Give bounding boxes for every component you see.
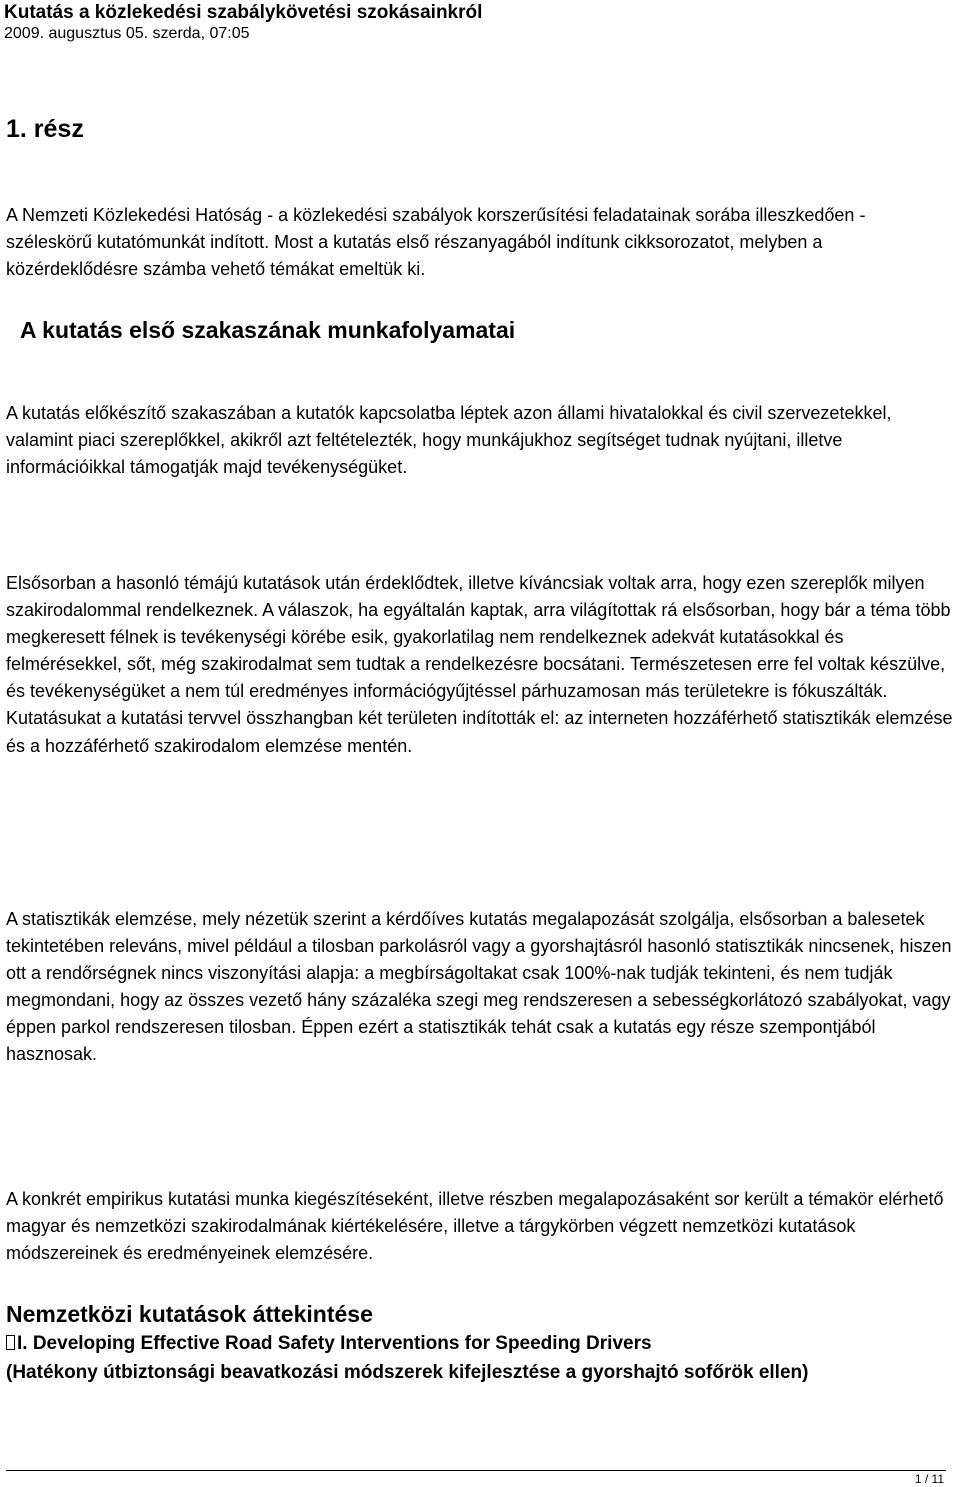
page-number: 1 / 11 bbox=[914, 1472, 944, 1486]
study-title-line bbox=[6, 1331, 652, 1357]
part-title: 1. rész bbox=[6, 115, 84, 143]
body-paragraph: A kutatás előkészítő szakaszában a kutatók kapcsolatba léptek azon állami hivatalokkal és civil szervezetekkel, valamint piaci szereplőkkel, akikről azt feltételezték, hogy munkájukhoz segítséget tudnak nyújtani, illetve információikkal támogatják majd tevékenységüket. bbox=[6, 403, 892, 478]
footer-divider bbox=[6, 1470, 946, 1471]
study-title: I. Developing Effective Road Safety Interventions for Speeding Drivers bbox=[17, 1333, 652, 1354]
study-translation: (Hatékony útbiztonsági beavatkozási módszerek kifejlesztése a gyorshajtó sofőrök ellen) bbox=[6, 1362, 809, 1383]
document-title: Kutatás a közlekedési szabálykövetési szokásainkról bbox=[4, 2, 483, 23]
body-paragraph: Elsősorban a hasonló témájú kutatások után érdeklődtek, illetve kíváncsiak voltak arra, hogy ezen szereplők milyen szakirodalommal rendelkeznek. A válaszok, ha egyáltalán kaptak, arra világítottak rá elsősorban, hogy bár a téma több megkeresett félnek is tevékenységi körébe esik, gyakorlatilag nem rendelkeznek adekvát kutatásokkal és felmérésekkel, sőt, még szakirodalmat sem tudtak a rendelkezésre bocsátani. Természetesen erre fel voltak készülve, és tevékenységüket a nem túl eredményes információgyűjtéssel párhuzamosan más területekre is fókuszálták. Kutatásukat a kutatási tervvel összhangban két területen indították el: az interneten hozzáférhető statisztikák elemzése és a hozzáférhető szakirodalom elemzése mentén. bbox=[6, 573, 953, 756]
publication-date: 2009. augusztus 05. szerda, 07:05 bbox=[4, 25, 250, 42]
body-paragraph: A statisztikák elemzése, mely nézetük szerint a kérdőíves kutatás megalapozását szolgálja, elsősorban a balesetek tekintetében releváns, mivel például a tilosban parkolásról vagy a gyorshajtásról hasonló statisztikák nincsenek, hiszen ott a rendőrségnek nincs viszonyítási alapja: a megbírságoltakat csak 100%-nak tudják tekinteni, és nem tudják megmondani, hogy az összes vezető hány százaléka szegi meg rendszeresen a sebességkorlátozó szabályokat, vagy éppen parkol rendszeresen tilosban. Éppen ezért a statisztikák tehát csak a kutatás egy része szempontjából hasznosak. bbox=[6, 909, 952, 1065]
international-research-heading: Nemzetközi kutatások áttekintése bbox=[6, 1301, 373, 1327]
section-heading: A kutatás első szakaszának munkafolyamatai bbox=[20, 317, 516, 343]
intro-paragraph: A Nemzeti Közlekedési Hatóság - a közlekedési szabályok korszerűsítési feladatainak sorába illeszkedően - széleskörű kutatómunkát indított. Most a kutatás első részanyagából indítunk cikksorozatot, melyben a közérdeklődésre számba vehető témákat emeltük ki. bbox=[6, 205, 866, 280]
body-paragraph: A konkrét empirikus kutatási munka kiegészítéseként, illetve részben megalapozásaként sor került a témakör elérhető magyar és nemzetközi szakirodalmának kiértékelésére, illetve a tárgykörben végzett nemzetközi kutatások módszereinek és eredményeinek elemzésére. bbox=[6, 1189, 944, 1264]
missing-glyph-box-icon bbox=[6, 1335, 15, 1350]
